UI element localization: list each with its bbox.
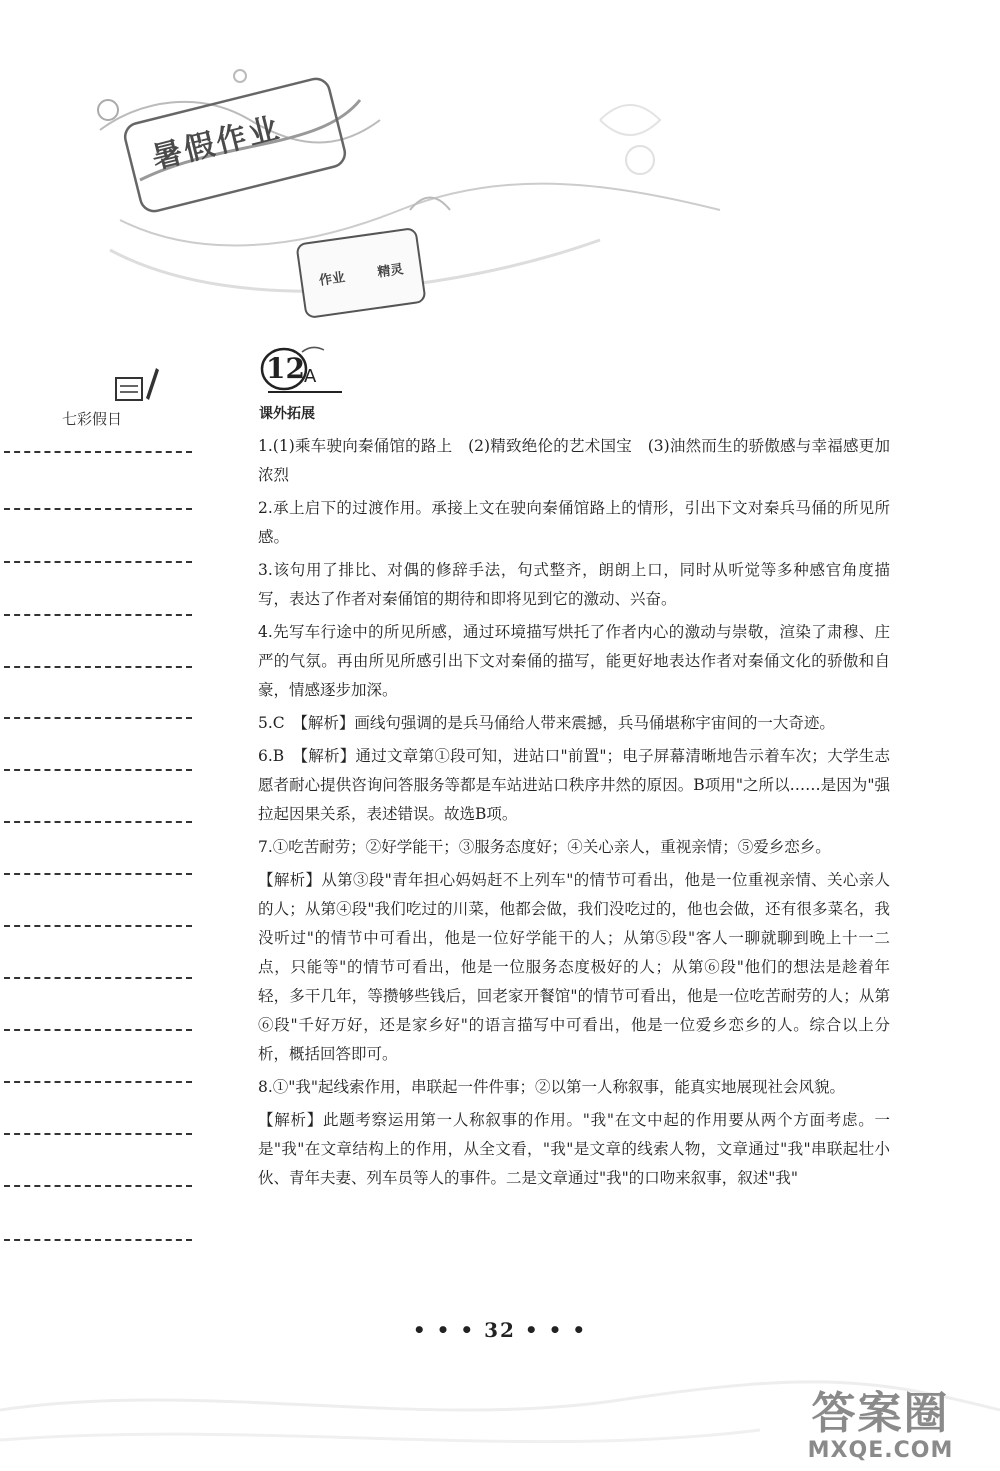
unit-letter: A	[304, 366, 317, 387]
stamp-right-text: 精灵	[376, 261, 405, 281]
note-line	[4, 873, 192, 875]
note-line	[4, 1081, 192, 1083]
answer-paragraph: 6.B 【解析】通过文章第①段可知，进站口"前置"；电子屏幕清晰地告示着车次；大学生志愿者耐心提供咨询问答服务等都是车站进站口秩序井然的原因。B项用"之所以……是因为"强拉起因果关系，表述错误。故选B项。	[258, 747, 890, 823]
sidebar-title: 七彩假日	[62, 410, 123, 428]
analysis-paragraph: 【解析】此题考察运用第一人称叙事的作用。"我"在文中起的作用要从两个方面考虑。一是"我"在文章结构上的作用，从全文看，"我"是文章的线索人物，文章通过"我"串联起壮小伙、青年夫妻、列车员等人的事件。二是文章通过"我"的口吻来叙事，叙述"我"	[258, 1111, 890, 1187]
note-line	[4, 1029, 192, 1031]
answer-paragraph: 7.①吃苦耐劳；②好学能干；③服务态度好；④关心亲人，重视亲情；⑤爱乡恋乡。	[258, 838, 831, 856]
note-line	[4, 925, 192, 927]
answer-content	[258, 432, 890, 1193]
note-line	[4, 1133, 192, 1135]
note-line	[4, 561, 192, 563]
note-line	[4, 666, 192, 668]
section-title: 课外拓展	[259, 406, 315, 422]
note-line	[4, 977, 192, 979]
note-line	[4, 451, 192, 453]
banner-title: 暑假作业	[148, 110, 286, 177]
answer-paragraph: 2.承上启下的过渡作用。承接上文在驶向秦俑馆路上的情形，引出下文对秦兵马俑的所见所感。	[258, 499, 890, 546]
answer-paragraph: 8.①"我"起线索作用，串联起一件件事；②以第一人称叙事，能真实地展现社会风貌。	[258, 1078, 846, 1096]
answer-paragraph: 4.先写车行途中的所见所感，通过环境描写烘托了作者内心的激动与崇敬，渲染了肃穆、庄严的气氛。再由所见所感引出下文对秦俑的描写，能更好地表达作者对秦俑文化的骄傲和自豪，情感逐步加深。	[258, 623, 890, 699]
note-line	[4, 508, 192, 510]
answer-paragraph: 5.C 【解析】画线句强调的是兵马俑给人带来震撼，兵马俑堪称宇宙间的一大奇迹。	[258, 714, 835, 732]
analysis-paragraph: 【解析】从第③段"青年担心妈妈赶不上列车"的情节可看出，他是一位重视亲情、关心亲人的人；从第④段"我们吃过的川菜，他都会做，我们没吃过的，他也会做，还有很多菜名，我没听过"的情节中可看出，他是一位好学能干的人；从第⑤段"客人一聊就聊到晚上十一二点，只能等"的情节可看出，他是一位服务态度极好的人；从第⑥段"他们的想法是趁着年轻，多干几年，等攒够些钱后，回老家开餐馆"的情节可看出，他是一位吃苦耐劳的人；从第⑥段"千好万好，还是家乡好"的语言描写中可看出，他是一位爱乡恋乡的人。综合以上分析，概括回答即可。	[258, 871, 890, 1063]
note-line	[4, 717, 192, 719]
note-line	[4, 614, 192, 616]
unit-number: 12	[266, 352, 305, 385]
note-line	[4, 1239, 192, 1241]
note-line	[4, 769, 192, 771]
watermark	[768, 1390, 993, 1463]
note-line	[4, 821, 192, 823]
notebook-pen-icon	[112, 362, 160, 408]
page-number: • • • 32 • • •	[412, 1318, 588, 1342]
stamp-left-text: 作业	[318, 269, 346, 289]
note-line	[4, 1185, 192, 1187]
answer-paragraph: 1.(1)乘车驶向秦俑馆的路上 (2)精致绝伦的艺术国宝 (3)油然而生的骄傲感与幸福感更加浓烈	[258, 437, 890, 484]
answer-paragraph: 3.该句用了排比、对偶的修辞手法，句式整齐，朗朗上口，同时从听觉等多种感官角度描写，表达了作者对秦俑馆的期待和即将见到它的激动、兴奋。	[258, 561, 890, 608]
watermark-main: 答案圈	[811, 1388, 950, 1439]
watermark-url: MXQE.COM	[807, 1438, 954, 1463]
